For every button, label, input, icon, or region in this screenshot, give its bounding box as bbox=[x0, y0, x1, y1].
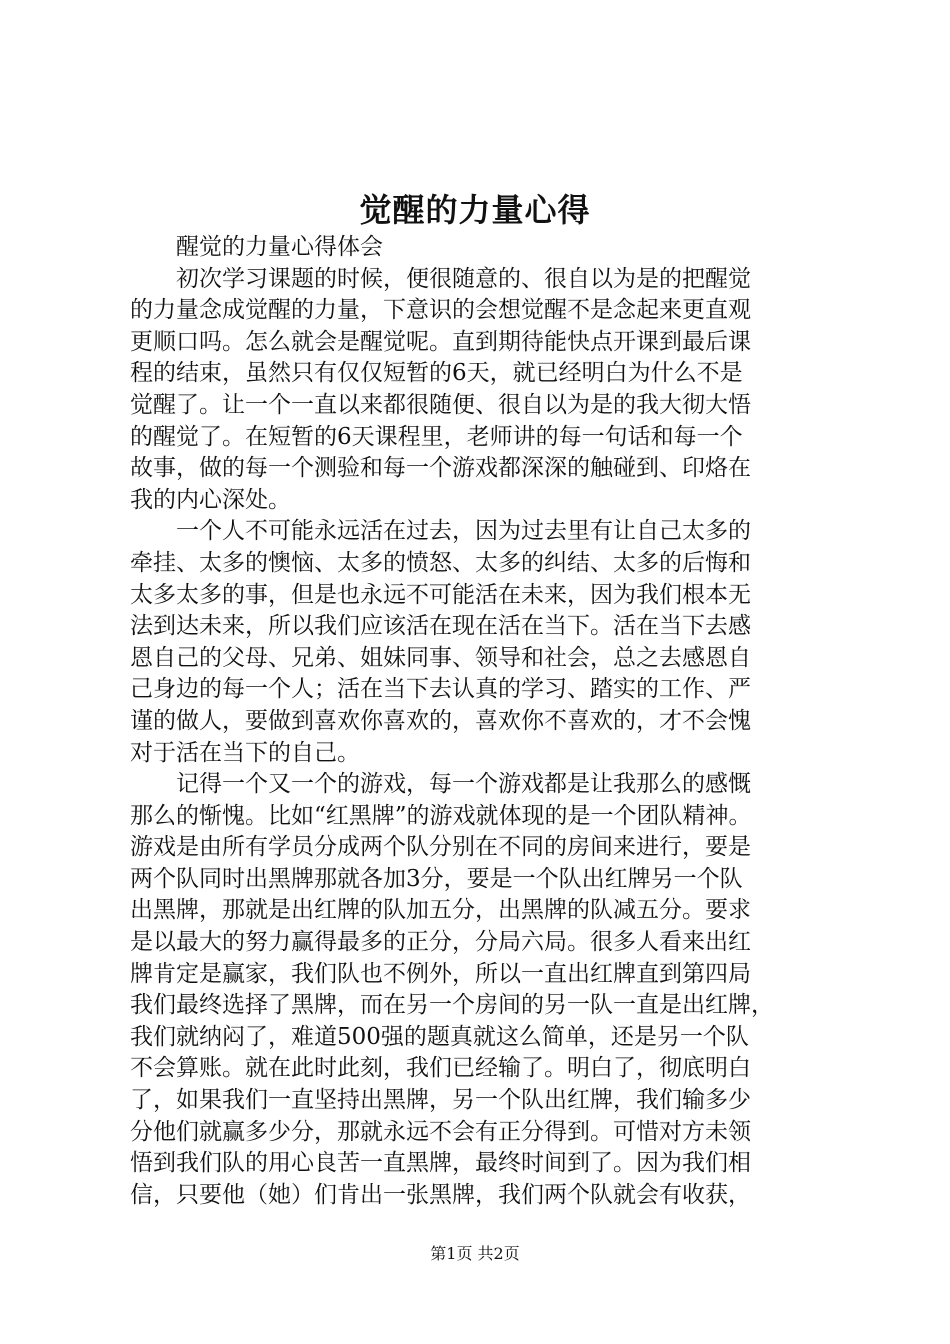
text-line: 的醒觉了。在短暂的6天课程里，老师讲的每一句话和每一个 bbox=[130, 423, 743, 450]
text-line: 是以最大的努力赢得最多的正分，分局六局。很多人看来出红 bbox=[130, 929, 751, 956]
page-title: 觉醒的力量心得 bbox=[359, 191, 591, 229]
text-line: 更顺口吗。怎么就会是醒觉呢。直到期待能快点开课到最后课 bbox=[130, 328, 751, 355]
text-line: 我们最终选择了黑牌，而在另一个房间的另一队一直是出红牌， bbox=[130, 992, 774, 1019]
text-line: 信，只要他（她）们肯出一张黑牌，我们两个队就会有收获， bbox=[130, 1181, 751, 1208]
text-line: 不会算账。就在此时此刻，我们已经输了。明白了，彻底明白 bbox=[130, 1055, 751, 1082]
text-line: 我的内心深处。 bbox=[130, 486, 291, 513]
page-footer: 第1页 共2页 bbox=[430, 1244, 520, 1263]
text-line: 故事，做的每一个测验和每一个游戏都深深的触碰到、印烙在 bbox=[130, 455, 751, 482]
text-line: 醒觉的力量心得体会 bbox=[130, 234, 383, 260]
text-line: 我们就纳闷了，难道500强的题真就这么简单，还是另一个队 bbox=[130, 1023, 749, 1050]
text-line: 记得一个又一个的游戏，每一个游戏都是让我那么的感慨 bbox=[130, 771, 751, 798]
text-line: 那么的惭愧。比如“红黑牌”的游戏就体现的是一个团队精神。 bbox=[130, 802, 752, 829]
text-line: 恩自己的父母、兄弟、姐妹同事、领导和社会，总之去感恩自 bbox=[130, 644, 751, 671]
text-line: 法到达未来，所以我们应该活在现在活在当下。活在当下去感 bbox=[130, 613, 751, 640]
text-line: 程的结束，虽然只有仅仅短暂的6天，就已经明白为什么不是 bbox=[130, 360, 743, 387]
text-line: 的力量念成觉醒的力量，下意识的会想觉醒不是念起来更直观 bbox=[130, 297, 751, 324]
text-line: 觉醒了。让一个一直以来都很随便、很自以为是的我大彻大悟 bbox=[130, 391, 751, 418]
text-line: 分他们就赢多少分，那就永远不会有正分得到。可惜对方未领 bbox=[130, 1118, 751, 1145]
text-line: 悟到我们队的用心良苦一直黑牌，最终时间到了。因为我们相 bbox=[130, 1150, 751, 1177]
text-line: 初次学习课题的时候，便很随意的、很自以为是的把醒觉 bbox=[130, 265, 751, 292]
text-line: 己身边的每一个人；活在当下去认真的学习、踏实的工作、严 bbox=[130, 676, 751, 703]
text-line: 牵挂、太多的懊恼、太多的愤怒、太多的纠结、太多的后悔和 bbox=[130, 549, 751, 576]
text-line: 一个人不可能永远活在过去，因为过去里有让自己太多的 bbox=[130, 518, 751, 545]
text-line: 牌肯定是赢家，我们队也不例外，所以一直出红牌直到第四局 bbox=[130, 960, 751, 987]
text-line: 出黑牌，那就是出红牌的队加五分，出黑牌的队减五分。要求 bbox=[130, 897, 751, 924]
document-body bbox=[130, 232, 830, 1211]
text-line: 对于活在当下的自己。 bbox=[130, 739, 360, 766]
text-line: 两个队同时出黑牌那就各加3分，要是一个队出红牌另一个队 bbox=[130, 865, 743, 892]
text-line: 游戏是由所有学员分成两个队分别在不同的房间来进行，要是 bbox=[130, 834, 751, 861]
text-line: 了，如果我们一直坚持出黑牌，另一个队出红牌，我们输多少 bbox=[130, 1087, 751, 1114]
text-line: 谨的做人，要做到喜欢你喜欢的，喜欢你不喜欢的，才不会愧 bbox=[130, 707, 751, 734]
text-line: 太多太多的事，但是也永远不可能活在未来，因为我们根本无 bbox=[130, 581, 751, 608]
